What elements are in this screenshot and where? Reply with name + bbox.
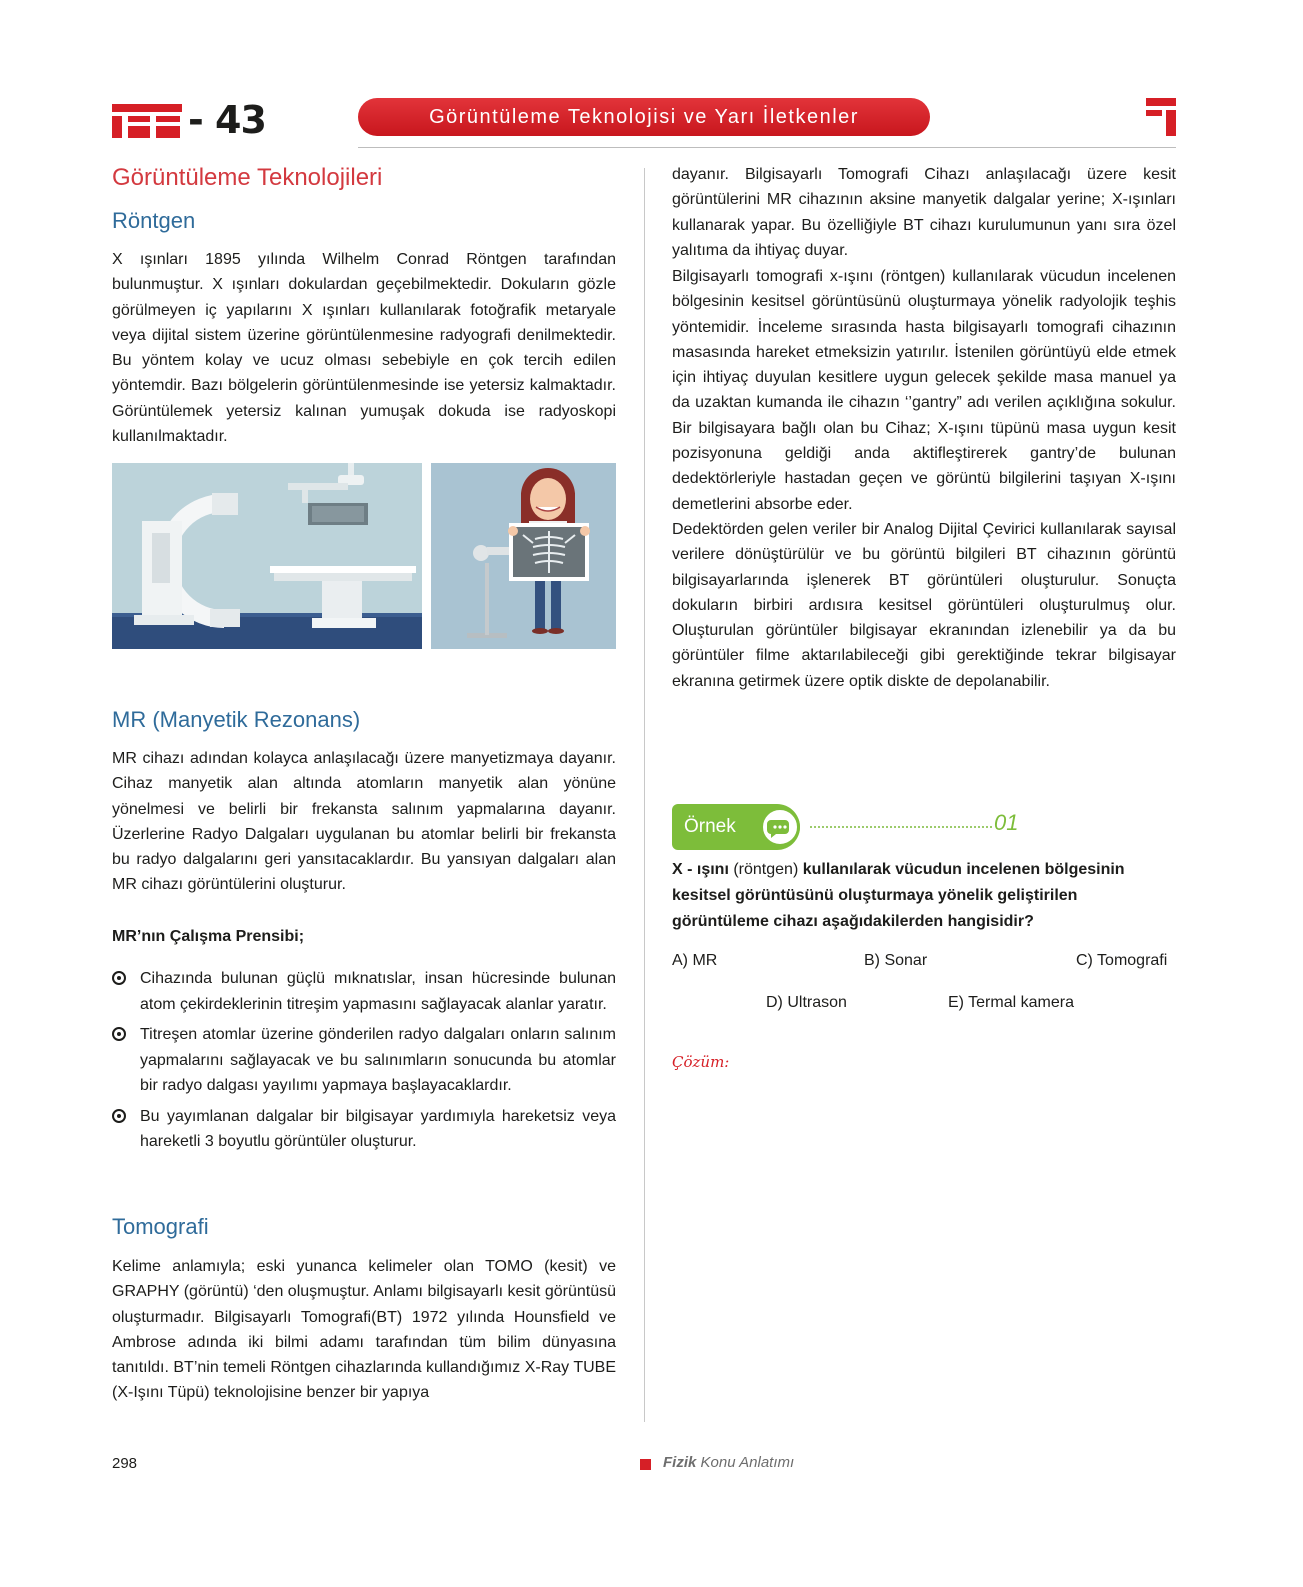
tomografi-procedure-text: Bilgisayarlı tomografi x-ışını (röntgen) kullanılarak vücudun incelenen bölgesinin kesitsel görüntüsünü oluşturmaya yönelik radyolojik teşhis yöntemidir. İnceleme sırasında hasta bilgisayarlı tomografi cihazının masasında hareket etmeksizin yatırılır. İstenilen görüntüyü elde etmek için ihtiyaç duyulan kesitlere uygun gelecek şekilde masa manuel ya da uzaktan kumanda ile cihazın ‘’gantry” adı verilen açıklığına sokulur. Bir bilgisayara bağlı olan bu Cihaz; X-ışını tüpünü masa uygun kesit pozisyonuna geldiği anda aktifleştirerek gantry’de bulunan dedektörleriyle hastadan geçen ve görüntü bilgilerini taşıyan X-ışını demetlerini absorbe eder. [672, 268, 1176, 513]
corner-logo-icon [1146, 98, 1176, 136]
rontgen-text: X ışınları 1895 yılında Wilhelm Conrad Röntgen tarafından bulunmuştur. X ışınları dokulardan geçebilmektedir. Dokuların gözle görülmeyen iç yapılarını X ışınları kullanılarak fotoğrafik metaryale veya dijital sistem üzerine görüntülenmesine radyografi denilmektedir. Bu yöntem kolay ve ucuz olması sebebiyle en çok tercih edilen yöntemdir. Bazı bölgelerin görüntülenmesinde ise yetersiz kalmaktadır. Görüntülemek yetersiz kalınan yumuşak dokuda ise radyoskopi kullanılmaktadır. [112, 251, 616, 446]
option-b: B) Sonar [864, 952, 928, 969]
circle-bullet-icon [112, 1027, 126, 1041]
column-divider [644, 168, 645, 1422]
example-question: X - ışını (röntgen) kullanılarak vücudun incelenen bölgesinin kesitsel görüntüsünü oluşturmaya yönelik geliştirilen görüntüleme cihazı aşağıdakilerden hangisidir? [672, 861, 1125, 930]
option-e: E) Termal kamera [948, 994, 1074, 1011]
example-number: 01 [994, 810, 1019, 835]
option-c: C) Tomografi [1076, 952, 1168, 969]
rontgen-heading: Röntgen [112, 208, 196, 233]
mr-principle-label: MR’nın Çalışma Prensibi; [112, 928, 305, 945]
mr-principle-list [112, 966, 616, 1160]
c-arm-xray-illustration [112, 463, 422, 649]
footer-subject: Fizik Konu Anlatımı [663, 1454, 795, 1471]
example-badge [672, 804, 806, 850]
list-item: Titreşen atomlar üzerine gönderilen radyo dalgaları onların salınım yapmalarını sağlayacak ve bu salınımların sonucunda bu atomlar bir radyo dalgası yayılımı yapmaya başlayacaklardır. [112, 1022, 616, 1099]
chat-bubble-icon [760, 807, 800, 847]
footer-square-icon [640, 1459, 651, 1470]
page-number: 298 [112, 1455, 138, 1472]
section-title: Görüntüleme Teknolojileri [112, 164, 383, 191]
chapter-number: - 43 [188, 98, 266, 142]
header-rule [358, 147, 1176, 148]
tomografi-detector-text: Dedektörden gelen veriler bir Analog Dijital Çevirici kullanılarak sayısal verilere dönüştürülür ve bu görüntü bilgileri BT cihazının görüntü bilgisayarlarında işlenerek BT görüntüleri oluşturulur. Sonuçta dokuların birbiri ardısıra kesitsel görüntüleri oluşturulmuş olur. Oluşturulan görüntüler bilgisayar ekranından izlenebilir ya da bu görüntüler filme aktarılabileceği gibi gerektiğinde tekrar bilgisayar ekranına getirmek üzere optik diskte de depolanabilir. [672, 521, 1176, 690]
chapter-title: Görüntüleme Teknolojisi ve Yarı İletkenler [358, 98, 930, 136]
tomografi-text-continued: dayanır. Bilgisayarlı Tomografi Cihazı anlaşılacağı üzere kesit görüntülerini MR cihazının aksine manyetik dalgalar yerine; X-ışınları kullanarak yapar. Bu özelliğiyle BT cihazı kurulumunun yanı sıra özel yalıtıma da ihtiyaç duyar. [672, 166, 1176, 259]
list-item: Cihazında bulunan güçlü mıknatıslar, insan hücresinde bulunan atom çekirdeklerinin titreşim yapmasını sağlayacak alanlar yaratır. [112, 966, 616, 1017]
example-label: Örnek [684, 816, 736, 837]
example-dotted-line [810, 826, 992, 828]
tomografi-heading: Tomografi [112, 1214, 209, 1239]
tomografi-text: Kelime anlamıyla; eski yunanca kelimeler olan TOMO (kesit) ve GRAPHY (görüntü) ‘den oluşmuştur. Anlamı bilgisayarlı kesit görüntüsü oluşturmadır. Bilgisayarlı Tomografi(BT) 1972 yılında Hounsfield ve Ambrose adında iki bilmi adamı tarafından tüm bilim dünyasına tanıtıldı. BT’nin temeli Röntgen cihazlarında kullandığımız X-Ray TUBE (X-Işını Tüpü) teknolojisine benzer bir yapıya [112, 1258, 616, 1402]
circle-bullet-icon [112, 1109, 126, 1123]
mr-text: MR cihazı adından kolayca anlaşılacağı üzere manyetizmaya dayanır. Cihaz manyetik alan altında atomların manyetik alan yönüne yönelmesi ve belirli bir frekansta salınım yapmalarına dayanır. Üzerlerine Radyo Dalgaları uygulanan bu atomlar belirli bir frekansta bu radyo dalgalarını geri yansıtacaklardır. Bu yansıyan dalgaları alan MR cihazı görüntülerini oluşturur. [112, 750, 616, 894]
woman-holding-xray-illustration [431, 463, 616, 649]
option-a: A) MR [672, 952, 718, 969]
solution-label: Çözüm: [672, 1053, 730, 1071]
option-d: D) Ultrason [766, 994, 847, 1011]
mr-heading: MR (Manyetik Rezonans) [112, 707, 361, 732]
circle-bullet-icon [112, 971, 126, 985]
list-item: Bu yayımlanan dalgalar bir bilgisayar yardımıyla hareketsiz veya hareketli 3 boyutlu görüntüler oluşturur. [112, 1104, 616, 1155]
faz-logo-mark [112, 102, 180, 138]
brand-logo [112, 100, 266, 140]
